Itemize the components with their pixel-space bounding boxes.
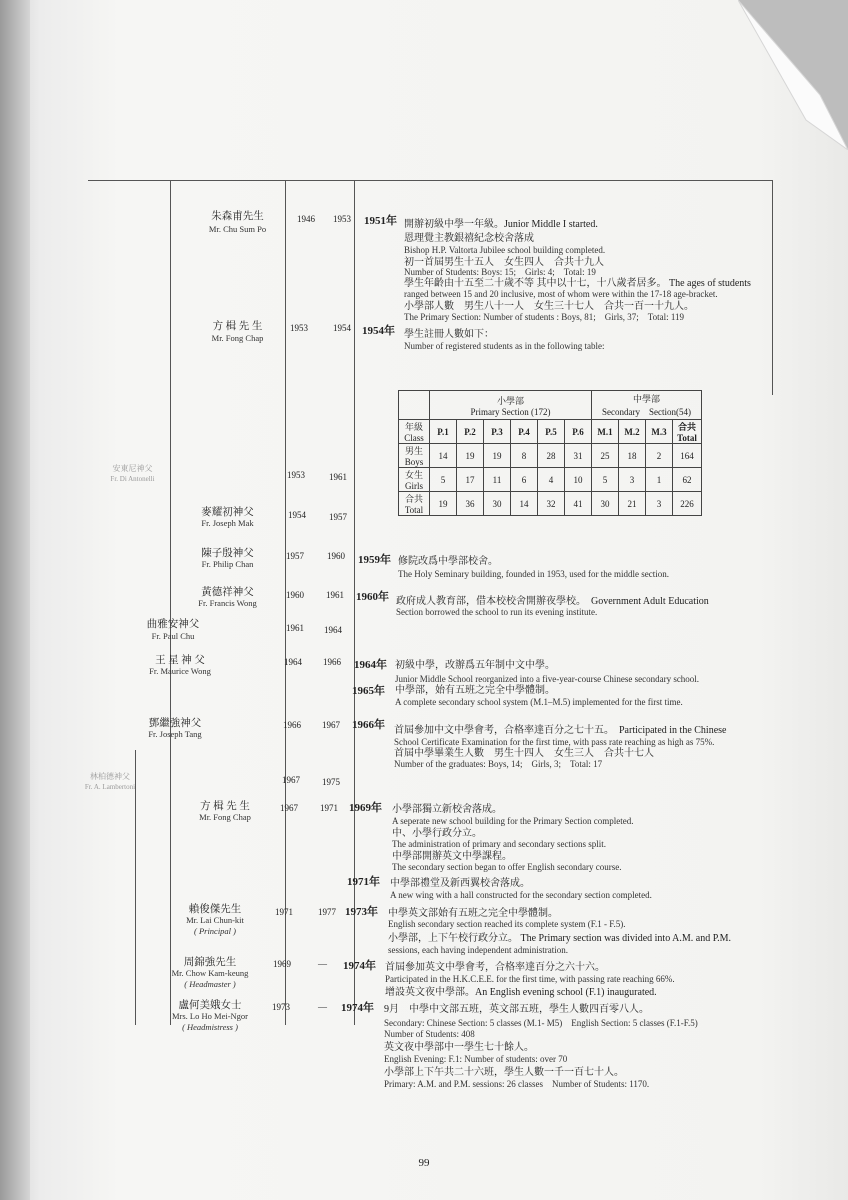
table-row [399, 468, 702, 492]
event-line: 政府成人教育部，借本校校舍開辦夜學校。 Government Adult Education [396, 596, 709, 607]
event-line: 恩理覺主教銀禧紀念校舍落成 [404, 233, 534, 244]
row-label-en: Boys [404, 457, 424, 467]
staff-name-cn: 朱森甫先生 [211, 211, 264, 222]
year-start: 1967 [280, 803, 298, 813]
staff-name-cn: 鄧繼強神父 [148, 718, 202, 729]
year-start: 1946 [297, 214, 315, 224]
page-corner-fold [738, 0, 848, 150]
total-header [673, 420, 702, 444]
event-year: 1960年 [356, 591, 389, 603]
event-line: ranged between 15 and 20 inclusive, most of whom were within the 17-18 age-bracket. [404, 289, 718, 299]
total-header-en: Total [677, 433, 697, 443]
table-cell: 5 [592, 468, 619, 492]
table-cell: 41 [565, 492, 592, 516]
table-cell: 32 [538, 492, 565, 516]
year-start: 1957 [286, 551, 304, 561]
event-line: Primary: A.M. and P.M. sessions: 26 classes Number of Students: 1170. [384, 1079, 650, 1089]
event-line: sessions, each having independent administration. [388, 945, 568, 955]
event-year: 1973年 [345, 906, 378, 918]
staff-name-cn: 林柏德神父 [90, 772, 130, 781]
table-row [399, 444, 702, 468]
event-line: 首屆中學畢業生人數 男生十四人 女生三人 合共十七人 [394, 748, 654, 759]
event-line: English secondary section reached its complete system (F.1 - F.5). [388, 919, 626, 929]
year-start: 1969 [273, 959, 291, 969]
event-line: 9月 中學中文部五班，英文部五班，學生人數四百零八人。 [384, 1004, 649, 1015]
staff-name-en: Fr. Joseph Mak [201, 518, 254, 528]
staff-name-cn: 方 楫 先 生 [212, 321, 263, 332]
staff-name-en: Mr. Chow Kam-keung [171, 968, 249, 978]
table-cell: 14 [511, 492, 538, 516]
event-year: 1954年 [362, 325, 395, 337]
year-start: 1964 [284, 657, 302, 667]
column-header: P.2 [457, 420, 484, 444]
event-line: Junior Middle School reorganized into a five-year-course Chinese secondary school. [395, 674, 700, 684]
secondary-section-header [592, 391, 702, 420]
table-cell: 17 [457, 468, 484, 492]
event-line: 增設英文夜中學部。An English evening school (F.1) inaugurated. [385, 987, 657, 998]
staff-name-cn: 周錦強先生 [183, 957, 237, 968]
staff-name-en: Fr. Philip Chan [201, 559, 254, 569]
registration-table [398, 390, 702, 516]
primary-section-header [430, 391, 592, 420]
sub-column-rule [135, 750, 136, 1025]
staff-name-cn: 盧何美娥女士 [178, 1000, 242, 1011]
year-end: 1964 [324, 625, 342, 635]
column-header: M.3 [646, 420, 673, 444]
year-end: 1961 [329, 472, 347, 482]
event-line: 中學部禮堂及新西翼校舍落成。 [390, 878, 530, 889]
event-line: 中學部開辦英文中學課程。 [392, 851, 512, 862]
staff-name-cn: 安東尼神父 [112, 464, 153, 473]
secondary-header-cn: 中學部 [632, 394, 660, 404]
staff-name-en: Mrs. Lo Ho Mei-Ngor [171, 1011, 249, 1021]
table-cell: 3 [619, 468, 646, 492]
staff-column-rule [170, 180, 171, 1025]
staff-name-en: Fr. Maurice Wong [149, 666, 211, 676]
total-header-cn: 合共 [677, 422, 696, 432]
event-line: Participated in the H.K.C.E.E. for the first time, with passing rate reaching 66%. [385, 974, 675, 984]
binding-shadow [0, 0, 30, 1200]
event-line: The Primary Section: Number of students : Boys, 81; Girls, 37; Total: 119 [404, 312, 685, 322]
year-start: 1967 [282, 775, 300, 785]
event-line: 小學部上下午共二十六班，學生人數一千一百七十人。 [384, 1067, 624, 1078]
event-line: Number of Students: 408 [384, 1029, 475, 1039]
event-year: 1974年 [341, 1002, 374, 1014]
table-cell: 11 [484, 468, 511, 492]
table-cell: 30 [484, 492, 511, 516]
column-header: P.1 [430, 420, 457, 444]
staff-name-cn: 王 星 神 父 [155, 655, 205, 666]
row-label [399, 444, 430, 468]
staff-name-en: Fr. Francis Wong [198, 598, 257, 608]
event-line: 首屆參加英文中學會考，合格率達百分之六十六。 [385, 962, 605, 973]
year-start: 1954 [288, 510, 306, 520]
event-year: 1951年 [364, 215, 397, 227]
event-line: 首屆參加中文中學會考，合格率達百分之七十五。 Participated in the Chinese [394, 725, 727, 736]
event-year: 1959年 [358, 554, 391, 566]
table-cell: 31 [565, 444, 592, 468]
event-year: 1965年 [352, 685, 385, 697]
event-line: Section borrowed the school to run its evening institute. [396, 607, 598, 617]
event-line: Number of registered students as in the following table: [404, 341, 605, 351]
event-line: School Certificate Examination for the first time, with pass rate reaching as high as 75%. [394, 737, 715, 747]
event-line: Secondary: Chinese Section: 5 classes (M.1- M5) English Section: 5 classes (F.1-F.5) [384, 1018, 698, 1028]
primary-header-en: Primary Section (172) [470, 406, 551, 417]
table-cell: 14 [430, 444, 457, 468]
year-end: 1960 [327, 551, 345, 561]
staff-name-en: Fr. A. Lambertoni [84, 783, 136, 791]
year-end: 1953 [333, 214, 351, 224]
page-number: 99 [418, 1157, 430, 1169]
table-cell: 19 [484, 444, 511, 468]
event-line: Number of Students: Boys: 15; Girls: 4; Total: 19 [404, 267, 596, 277]
event-line: The Holy Seminary building, founded in 1953, used for the middle section. [398, 569, 669, 579]
table-cell: 30 [592, 492, 619, 516]
staff-name-cn: 方 楫 先 生 [200, 801, 250, 812]
staff-name-cn: 賴俊傑先生 [188, 904, 242, 915]
event-line: Bishop H.P. Valtorta Jubilee school building completed. [404, 245, 606, 255]
primary-header-cn: 小學部 [496, 395, 524, 406]
secondary-header-en: Secondary Section(54) [602, 407, 691, 417]
table-cell: 226 [673, 492, 702, 516]
year-end: 1967 [322, 720, 340, 730]
column-header: P.3 [484, 420, 511, 444]
year-start: 1973 [272, 1002, 290, 1012]
table-cell: 25 [592, 444, 619, 468]
staff-name-cn: 黃德祥神父 [201, 587, 254, 598]
column-header: P.5 [538, 420, 565, 444]
year-column-rule-left [285, 180, 286, 1025]
event-line: 小學部，上下午校行政分立。 The Primary section was divided into A.M. and P.M. [388, 933, 732, 944]
row-label-en: Total [404, 505, 424, 515]
event-line: The administration of primary and secondary sections split. [392, 839, 606, 849]
table-cell: 36 [457, 492, 484, 516]
table-cell [399, 391, 430, 420]
staff-name-en: Mr. Chu Sum Po [208, 224, 267, 234]
event-year: 1969年 [349, 802, 382, 814]
event-line: 中學部，始有五班之完全中學體制。 [395, 685, 555, 696]
year-end: 1957 [329, 512, 347, 522]
staff-name-en: Fr. Paul Chu [151, 631, 195, 641]
staff-name-en: Fr. Di Antonelli [110, 475, 155, 483]
row-label [399, 492, 430, 516]
table-cell: 3 [646, 492, 673, 516]
event-line: 開辦初級中學一年級。Junior Middle I started. [404, 219, 598, 230]
event-line: 中學英文部始有五班之完全中學體制。 [388, 908, 558, 919]
row-label-cn: 女生 [404, 470, 423, 480]
year-start: 1971 [275, 907, 293, 917]
year-start: 1961 [286, 623, 304, 633]
table-cell: 19 [430, 492, 457, 516]
column-header: P.6 [565, 420, 592, 444]
staff-name-en: Mr. Fong Chap [211, 333, 264, 343]
year-end: 1975 [322, 777, 340, 787]
class-header-cn: 年級 [404, 422, 423, 432]
year-start: 1953 [290, 323, 308, 333]
table-cell: 10 [565, 468, 592, 492]
year-end: 1977 [318, 907, 336, 917]
table-cell: 6 [511, 468, 538, 492]
event-line: 英文夜中學部中一學生七十餘人。 [384, 1042, 534, 1053]
event-line: A complete secondary school system (M.1–M.5) implemented for the first time. [395, 697, 683, 707]
table-cell: 164 [673, 444, 702, 468]
year-end: 1961 [326, 590, 344, 600]
staff-role: ( Headmistress ) [182, 1022, 238, 1032]
event-year: 1971年 [347, 876, 380, 888]
table-column-row [399, 420, 702, 444]
event-line: A seperate new school building for the Primary Section completed. [392, 816, 634, 826]
event-year: 1974年 [343, 960, 376, 972]
event-line: 學生年齡由十五至二十歲不等 其中以十七，十八歲者居多。 The ages of students [404, 278, 751, 289]
staff-role: ( Principal ) [193, 926, 237, 936]
column-header: M.2 [619, 420, 646, 444]
event-line: A new wing with a hall constructed for the secondary section completed. [390, 890, 652, 900]
row-label-cn: 合共 [404, 494, 423, 504]
event-line: 修院改爲中學部校舍。 [398, 556, 498, 567]
class-header [399, 420, 430, 444]
row-label-en: Girls [405, 481, 423, 491]
staff-name-en: Mr. Fong Chap [199, 812, 251, 822]
table-cell: 8 [511, 444, 538, 468]
table-cell: 21 [619, 492, 646, 516]
event-line: Number of the graduates: Boys, 14; Girls, 3; Total: 17 [394, 759, 603, 769]
table-cell: 5 [430, 468, 457, 492]
event-year: 1966年 [352, 719, 385, 731]
timeline-top-rule [88, 180, 772, 181]
year-end: — [318, 1002, 327, 1012]
event-year: 1964年 [354, 659, 387, 671]
table-cell: 4 [538, 468, 565, 492]
column-header: P.4 [511, 420, 538, 444]
year-end: 1971 [320, 803, 338, 813]
staff-role: ( Headmaster ) [184, 979, 236, 989]
year-end: 1966 [323, 657, 341, 667]
table-cell: 18 [619, 444, 646, 468]
right-border-rule [772, 180, 773, 395]
event-line: 中、小學行政分立。 [392, 828, 482, 839]
class-header-en: Class [404, 433, 424, 443]
staff-name-cn: 陳子殷神父 [201, 548, 254, 559]
staff-name-cn: 麥耀初神父 [201, 507, 254, 518]
event-line: The secondary section began to offer English secondary course. [392, 862, 622, 872]
row-label-cn: 男生 [404, 446, 423, 456]
table-cell: 62 [673, 468, 702, 492]
event-line: 小學部獨立新校舍落成。 [392, 804, 502, 815]
year-start: 1960 [286, 590, 304, 600]
event-line: 學生註冊人數如下： [404, 329, 494, 340]
year-start: 1966 [283, 720, 301, 730]
year-column-rule-right [354, 180, 355, 1025]
event-line: 小學部人數 男生八十一人 女生三十七人 合共一百一十九人。 [404, 301, 694, 312]
event-line: 初一首屆男生十五人 女生四人 合共十九人 [404, 257, 604, 268]
row-label [399, 468, 430, 492]
table-cell: 1 [646, 468, 673, 492]
table-header-row [399, 391, 702, 420]
staff-name-en: Fr. Joseph Tang [148, 729, 202, 739]
table-cell: 2 [646, 444, 673, 468]
year-start: 1953 [287, 470, 305, 480]
table-cell: 28 [538, 444, 565, 468]
event-line: 初級中學，改辦爲五年制中文中學。 [395, 660, 555, 671]
table-row [399, 492, 702, 516]
year-end: — [318, 959, 327, 969]
year-end: 1954 [333, 323, 351, 333]
staff-name-cn: 曲雅安神父 [146, 619, 200, 630]
table-cell: 19 [457, 444, 484, 468]
column-header: M.1 [592, 420, 619, 444]
staff-name-en: Mr. Lai Chun-kit [186, 915, 244, 925]
event-line: English Evening: F.1: Number of students: over 70 [384, 1054, 568, 1064]
